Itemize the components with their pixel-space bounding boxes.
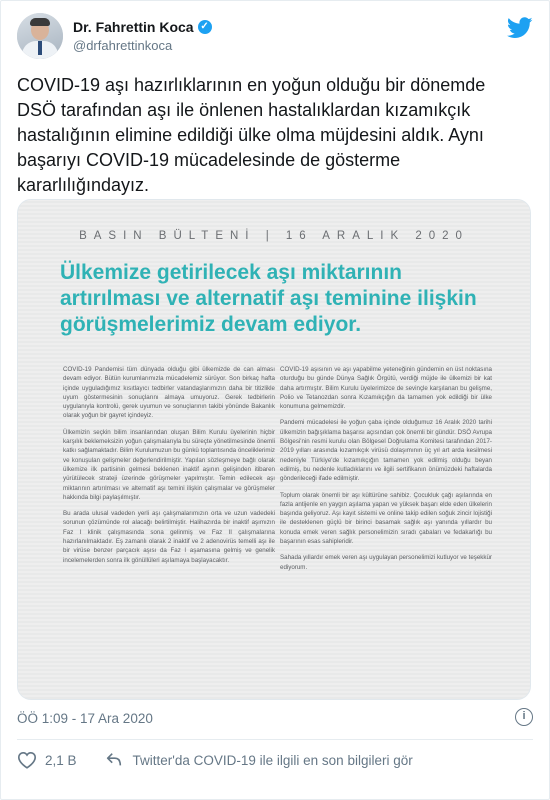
- like-count: 2,1 B: [45, 752, 77, 768]
- right-paragraph: Sahada yıllardır emek veren aşı uygulayan personelimizi kutluyor ve teşekkür ediyorum.: [280, 554, 492, 571]
- left-paragraph: Ülkemizin seçkin bilim insanlarından oluşan Bilim Kurulu üyelerinin hiçbir karşılık beklemeksizin yoğun çalışmalarıyla bu süreçte yönetilmesinde önemli katkı sağlamaktadır. Bilim Kurulumuzun bu günkü toplantısında önceliklerimiz ve konuşulan gelişmeler değerlendirilmiştir. Yapılan sözleşmeye bağlı olarak ülkemize ilk partisinin gelmesi beklenen inaktif aşının gelişinden itibaren yürütülecek strateji üzerinde görüşmeler yapılmıştır. Temin edilecek aşı miktarının artırılması ve alternatif aşı temini ilişkin çalışmalar ve görüşmeler hakkında bilgi paylaşılmıştır.: [63, 428, 275, 501]
- right-paragraph: Pandemi mücadelesi ile yoğun çaba içinde olduğumuz 16 Aralık 2020 tarihi ülkemizin bağışıklama başarısı açısından çok önemli bir gündür. DSÖ Avrupa Bölgesi'nin resmi kurulu olan Bölgesel Doğrulama Komitesi tarafından 2017-2019 yılları arasında kızamıkçık virüsü dolaşımının üç yıl art arda kesilmesi nedeniyle Türkiye'de kızamıkçığın tamamen yok edilmiş olduğu beyan edilmiş, bu nedenle kutladıklarını ve ilgili sertifikanın önümüzdeki haftalarda gönderileceği ifade edilmiştir.: [280, 419, 492, 483]
- right-paragraph: COVID-19 aşısının ve aşı yapabilme yeteneğinin gündemin en üst noktasına oturduğu bu günde Dünya Sağlık Örgütü, verdiği müjde ile ülkemizi bir kat daha artırmıştır. Bilim Kurulu üyelerimizce de sevinçle karşılanan bu gelişme, Polio ve Tetanozdan sonra Kızamıkçığın da tamamen yok edildiği bir ülke konumuna gelmemizdir.: [280, 366, 492, 411]
- covid-info-link[interactable]: Twitter'da COVID-19 ile ilgili en son bilgileri gör: [132, 752, 413, 768]
- share-icon[interactable]: [105, 751, 123, 769]
- avatar[interactable]: [17, 13, 63, 59]
- press-release-right-column: [280, 365, 492, 579]
- press-release-headline: Ülkemize getirilecek aşı miktarının artırılması ve alternatif aşı teminine ilişkin görüşmelerimiz devam ediyor.: [60, 261, 477, 336]
- tweet-actions: [17, 749, 533, 771]
- tweet-media-image[interactable]: [17, 199, 531, 700]
- press-release-image: [18, 200, 530, 699]
- info-icon[interactable]: i: [515, 708, 533, 726]
- bulletin-label: BASIN BÜLTENİ | 16 ARALIK 2020: [79, 230, 469, 242]
- verified-badge-icon: ✓: [198, 20, 212, 34]
- tweet-timestamp[interactable]: ÖÖ 1:09 - 17 Ara 2020: [17, 711, 153, 726]
- author-names: [73, 19, 212, 53]
- author-handle[interactable]: @drfahrettinkoca: [73, 38, 173, 53]
- heart-icon[interactable]: [17, 751, 37, 769]
- right-paragraph: Toplum olarak önemli bir aşı kültürüne sahibiz. Çocukluk çağı aşılarında en fazla antijenle en yaygın aşılama yapan ve yüksek başarı elde eden ülkelerin başında geliyoruz. Aşı kayıt sistemi ve online takip edilen soğuk zincir lojistiği ile desteklenen güçlü bir birinci basamak sağlık aşı yanında yıllardır bu konuda emek veren sağlık personelimizin sıradı çabaları ve fedakarlığı bu başarının esas sahipleridir.: [280, 491, 492, 546]
- left-paragraph: COVID-19 Pandemisi tüm dünyada olduğu gibi ülkemizde de can alması devam ediyor. Bütün kurumlarımızla mücadelemiz sürüyor. Son birkaç hafta içinde uyguladığımız kısıtlayıcı tedbirler vatandaşlarımızın daha bir titizlikle uyum göstermesinin sonuçlarını almaya umuyoruz. Gerek tedbirlerin uygulanıyla kontrolü, gerek uyumun ve sonuçlarının takibi yönünde Bakanlık olarak yoğun bir gayret içindeyiz.: [63, 366, 275, 420]
- tweet-meta: [17, 708, 533, 734]
- twitter-bird-icon[interactable]: [507, 17, 533, 39]
- tweet-header: [17, 13, 533, 61]
- divider: [17, 739, 533, 740]
- press-release-left-column: [63, 365, 275, 572]
- author-display-name[interactable]: Dr. Fahrettin Koca: [73, 19, 194, 35]
- tweet-text: COVID-19 aşı hazırlıklarının en yoğun olduğu bir dönemde DSÖ tarafından aşı ile önlenen hastalıklardan kızamıkçık hastalığının elimine edildiği ülke olma müjdesini aldık. Aynı başarıyı COVID-19 mücadelesinde de gösterme kararlılığındayız.: [17, 75, 486, 195]
- left-paragraph: Bu arada ulusal vadeden yerli aşı çalışmalarımızın orta ve uzun vadedeki sorunun çözümünde rol alacağı belirtilmiştir. Halihazırda bir inaktif aşımızın Faz I klinik çalışmasında sona gelinmiş ve Faz II çalışmalarına hazırlanılmaktadır. Eş zamanlı olarak 2 inaktif ve 2 adenovirüs temelli aşı ile bir virüse benzer parçacık aşısı da Faz I aşamasına gelmiş ve genelik incelemelerden sonra ilk gönüllüleri aşılamaya başlayacaktır.: [63, 510, 275, 564]
